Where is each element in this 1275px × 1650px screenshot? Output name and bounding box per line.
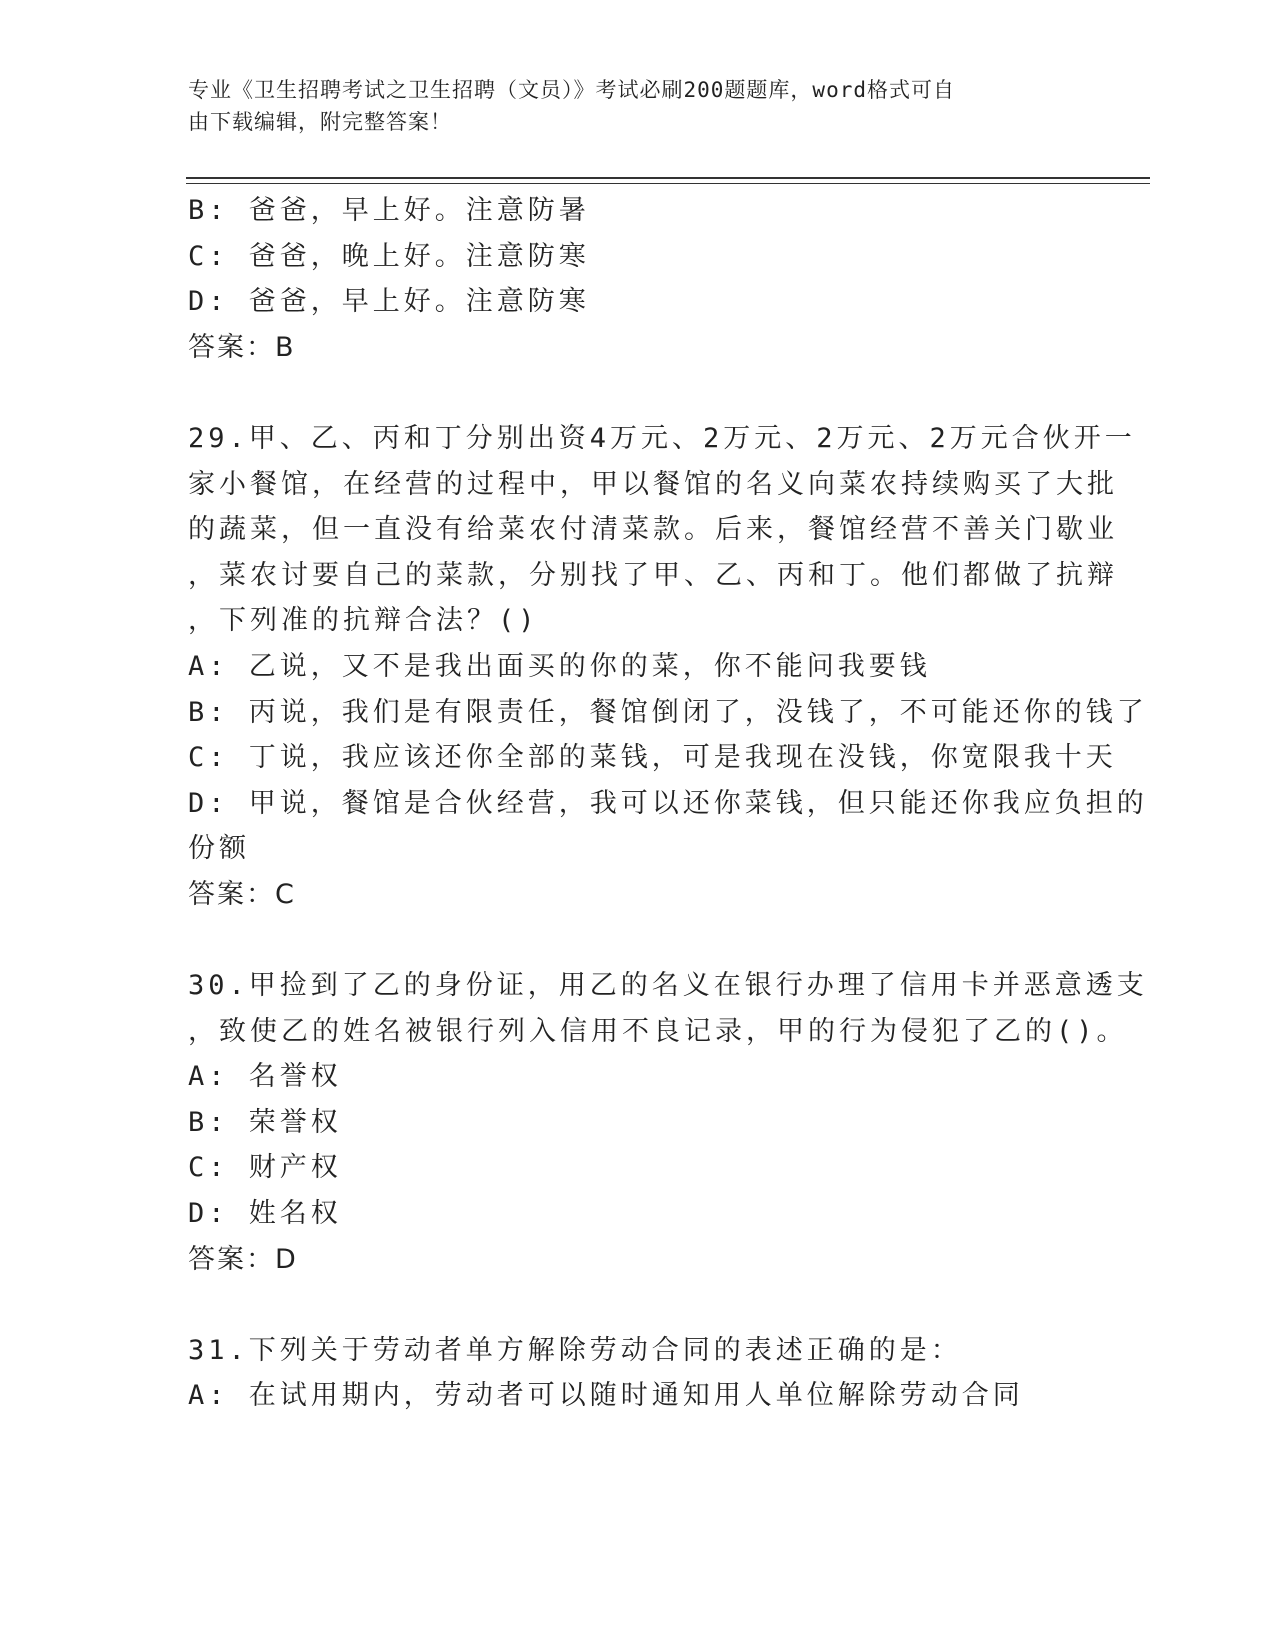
option-c: C: 丁说，我应该还你全部的菜钱，可是我现在没钱，你宽限我十天	[188, 742, 1117, 774]
question-stem-line: ，菜农讨要自己的菜款，分别找了甲、乙、丙和丁。他们都做了抗辩	[188, 559, 1118, 591]
question-stem-line: 家小餐馆，在经营的过程中，甲以餐馆的名义向菜农持续购买了大批	[188, 468, 1118, 500]
document-header	[188, 74, 1068, 138]
question-stem-line: 31.下列关于劳动者单方解除劳动合同的表述正确的是：	[188, 1334, 962, 1366]
document-body	[188, 188, 1148, 1419]
question-stem-line: 29.甲、乙、丙和丁分别出资4万元、2万元、2万元、2万元合伙开一	[188, 422, 1136, 454]
header-line-1: 专业《卫生招聘考试之卫生招聘（文员）》考试必刷200题题库，word格式可自	[188, 78, 955, 102]
option-a: A: 名誉权	[188, 1061, 342, 1093]
option-c: C: 财产权	[188, 1152, 342, 1184]
header-line-2: 由下载编辑，附完整答案！	[188, 110, 452, 134]
header-rule-thin	[186, 183, 1150, 184]
option-c: C: 爸爸，晚上好。注意防寒	[188, 240, 590, 272]
header-rule-thick	[186, 177, 1150, 179]
option-b: B: 爸爸，早上好。注意防暑	[188, 195, 590, 226]
question-stem-line: ，致使乙的姓名被银行列入信用不良记录，甲的行为侵犯了乙的()。	[188, 1015, 1128, 1047]
question-stem-line: ，下列准的抗辩合法？()	[188, 605, 539, 637]
option-d-continued: 份额	[188, 833, 250, 865]
option-a: A: 乙说，又不是我出面买的你的菜，你不能问我要钱	[188, 650, 931, 682]
option-b: B: 丙说，我们是有限责任，餐馆倒闭了，没钱了，不可能还你的钱了	[188, 696, 1148, 728]
answer: 答案：C	[188, 878, 296, 910]
question-30	[188, 963, 1148, 1282]
option-d: D: 姓名权	[188, 1198, 342, 1230]
option-a: A: 在试用期内，劳动者可以随时通知用人单位解除劳动合同	[188, 1380, 1024, 1412]
option-b: B: 荣誉权	[188, 1106, 342, 1138]
answer: 答案：B	[188, 331, 296, 363]
question-29	[188, 416, 1148, 918]
option-d: D: 爸爸，早上好。注意防寒	[188, 286, 590, 318]
question-28	[188, 188, 1088, 370]
question-31	[188, 1328, 1088, 1419]
answer: 答案：D	[188, 1243, 298, 1275]
question-stem-line: 的蔬菜，但一直没有给菜农付清菜款。后来，餐馆经营不善关门歇业	[188, 514, 1118, 546]
option-d: D: 甲说，餐馆是合伙经营，我可以还你菜钱，但只能还你我应负担的	[188, 787, 1148, 819]
question-stem-line: 30.甲捡到了乙的身份证，用乙的名义在银行办理了信用卡并恶意透支	[188, 970, 1148, 1002]
